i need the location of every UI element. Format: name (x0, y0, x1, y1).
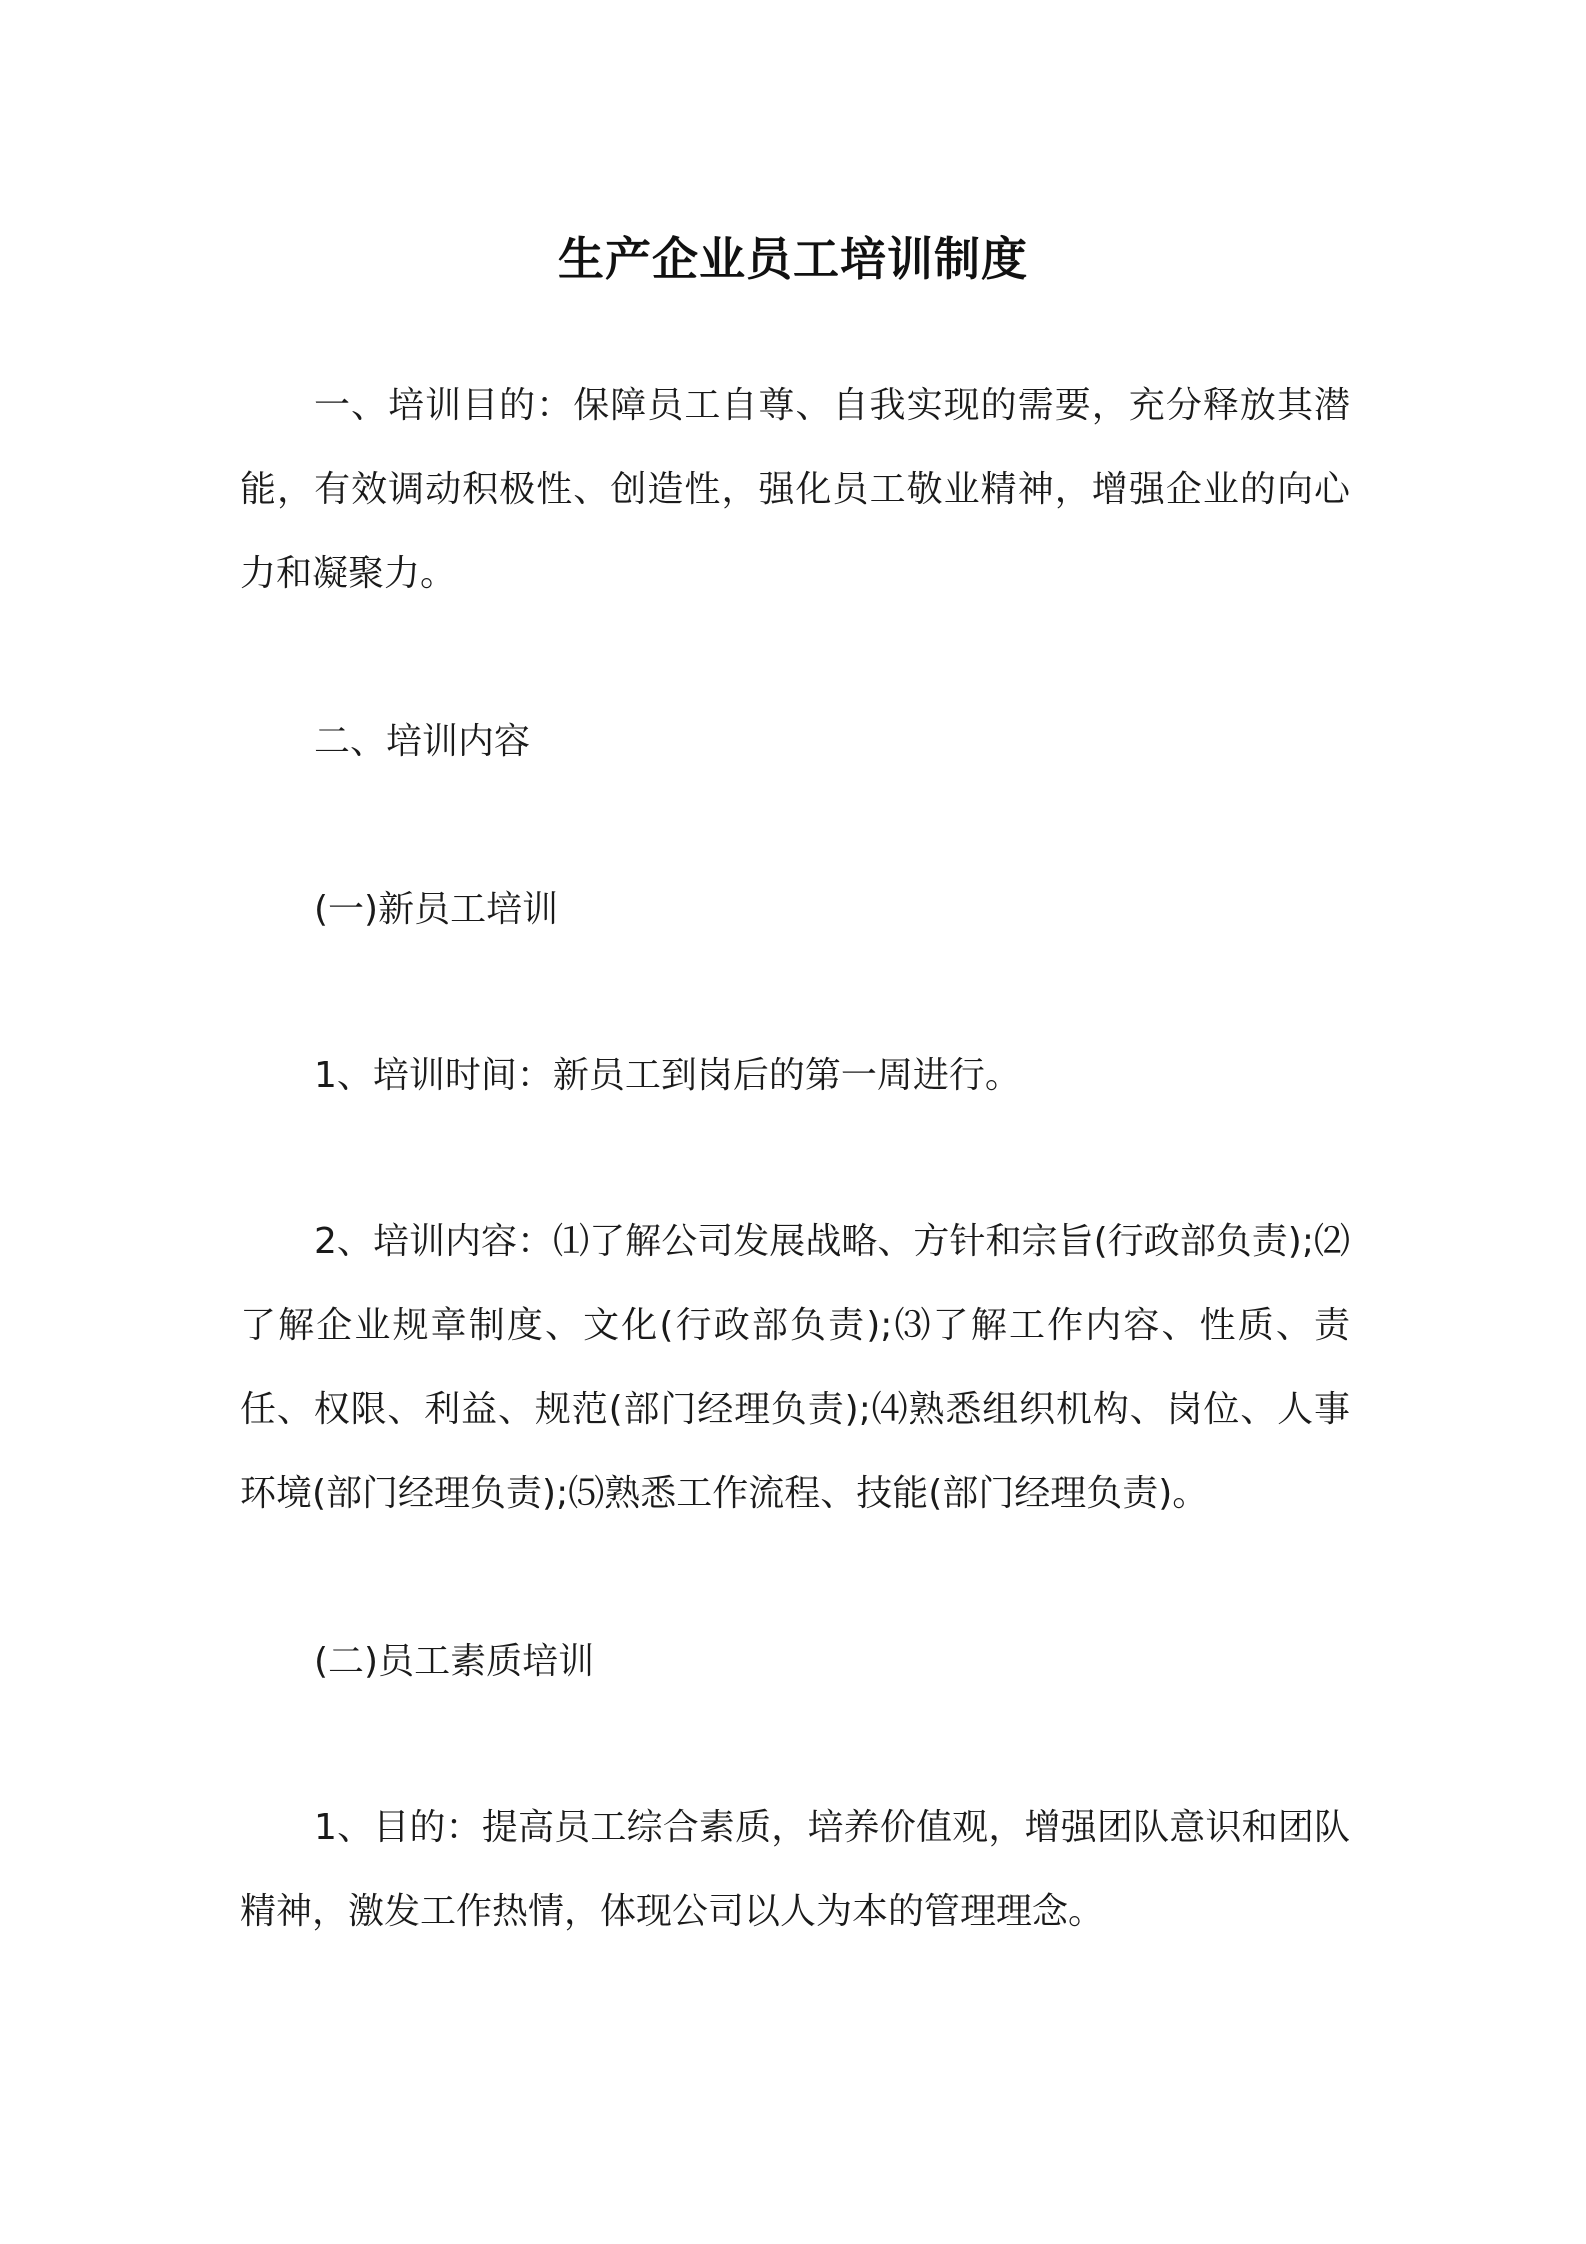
paragraph-training-time: 1、培训时间：新员工到岗后的第一周进行。 (314, 1055, 1021, 1096)
paragraph-quality-training-purpose: 1、目的：提高员工综合素质，培养价值观，增强团队意识和团队精神，激发工作热情，体现公司以人为本的管理理念。 (240, 1807, 1350, 1932)
paragraph-training-items: 2、培训内容：⑴了解公司发展战略、方针和宗旨(行政部负责);⑵了解企业规章制度、文化(行政部负责);⑶了解工作内容、性质、责任、权限、利益、规范(部门经理负责);⑷熟悉组织机构、岗位、人事环境(部门经理负责);⑸熟悉工作流程、技能(部门经理负责)。 (240, 1221, 1350, 1514)
subsection-heading-quality-training: (二)员工素质培训 (314, 1641, 595, 1682)
subsection-heading-new-employee-training: (一)新员工培训 (314, 889, 559, 930)
paragraph-training-purpose: 一、培训目的：保障员工自尊、自我实现的需要，充分释放其潜能，有效调动积极性、创造性，强化员工敬业精神，增强企业的向心力和凝聚力。 (240, 385, 1350, 594)
document-title: 生产企业员工培训制度 (558, 231, 1028, 286)
section-heading-training-content: 二、培训内容 (314, 721, 531, 762)
